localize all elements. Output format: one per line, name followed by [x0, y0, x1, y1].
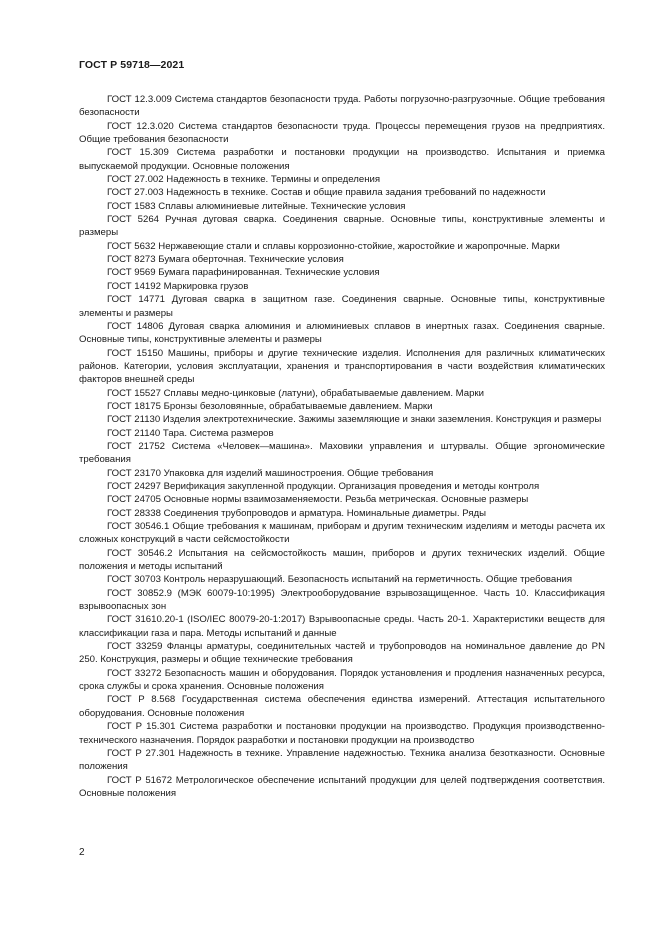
reference-entry: ГОСТ 14192 Маркировка грузов: [107, 280, 249, 292]
reference-entry: ГОСТ 14771 Дуговая сварка в защитном газе. Соединения сварные. Основные типы, конструктивные элементы и размеры: [79, 294, 605, 319]
reference-entry: ГОСТ 30852.9 (МЭК 60079-10:1995) Электрооборудование взрывозащищенное. Часть 10. Классификация взрывоопасных зон: [79, 587, 605, 613]
reference-entry: ГОСТ Р 8.568 Государственная система обеспечения единства измерений. Аттестация испытательного оборудования. Основные положения: [79, 694, 605, 719]
reference-entry: ГОСТ 24297 Верификация закупленной продукции. Организация проведения и методы контроля: [107, 480, 540, 492]
reference-entry: ГОСТ 33259 Фланцы арматуры, соединительных частей и трубопроводов на номинальное давление до PN 250. Конструкция, размеры и общие технические требования: [79, 641, 605, 666]
reference-entry: ГОСТ 5264 Ручная дуговая сварка. Соединения сварные. Основные типы, конструктивные элементы и размеры: [79, 214, 605, 239]
reference-entry: ГОСТ 14806 Дуговая сварка алюминия и алюминиевых сплавов в инертных газах. Соединения сварные. Основные типы, конструктивные элементы и размеры: [79, 320, 605, 346]
reference-entry: ГОСТ 15150 Машины, приборы и другие технические изделия. Исполнения для различных климатических районов. Категории, условия эксплуатации, хранения и транспортирования в части воздействия климатических факторов внешней среды: [79, 347, 605, 386]
reference-entry: ГОСТ 23170 Упаковка для изделий машиностроения. Общие требования: [107, 467, 434, 479]
reference-entry: ГОСТ Р 27.301 Надежность в технике. Управление надежностью. Техника анализа безотказности. Основные положения: [79, 747, 605, 773]
reference-entry: ГОСТ 1583 Сплавы алюминиевые литейные. Технические условия: [107, 200, 406, 212]
reference-entry: ГОСТ 31610.20-1 (ISO/IEC 80079-20-1:2017) Взрывоопасные среды. Часть 20-1. Характеристики веществ для классификации газа и пара. Методы испытаний и данные: [79, 614, 605, 639]
reference-entry: ГОСТ 12.3.009 Система стандартов безопасности труда. Работы погрузочно-разгрузочные. Общие требования безопасности: [79, 94, 605, 119]
reference-entry: ГОСТ 21130 Изделия электротехнические. Зажимы заземляющие и знаки заземления. Конструкция и размеры: [107, 414, 602, 426]
reference-entry: ГОСТ 27.003 Надежность в технике. Состав и общие правила задания требований по надежности: [107, 187, 546, 199]
reference-entry: ГОСТ 27.002 Надежность в технике. Термины и определения: [107, 174, 381, 186]
reference-entry: ГОСТ 15527 Сплавы медно-цинковые (латуни), обрабатываемые давлением. Марки: [107, 387, 484, 399]
reference-entry: ГОСТ 30703 Контроль неразрушающий. Безопасность испытаний на герметичность. Общие требования: [107, 574, 573, 586]
reference-entry: ГОСТ 18175 Бронзы безоловянные, обрабатываемые давлением. Марки: [107, 400, 433, 412]
page-number: 2: [79, 847, 85, 858]
reference-entry: ГОСТ Р 15.301 Система разработки и постановки продукции на производство. Продукция производственно-технического назначения. Порядок разработки и постановки продукции на производство: [79, 721, 605, 746]
reference-entry: ГОСТ 21752 Система «Человек—машина». Маховики управления и штурвалы. Общие эргономические требования: [79, 440, 605, 466]
reference-entry: ГОСТ 8273 Бумага оберточная. Технические условия: [107, 254, 344, 266]
reference-entry: ГОСТ 33272 Безопасность машин и оборудования. Порядок установления и продления назначенных ресурса, срока службы и срока хранения. Основные положения: [79, 667, 605, 693]
reference-entry: ГОСТ 24705 Основные нормы взаимозаменяемости. Резьба метрическая. Основные размеры: [107, 494, 529, 506]
reference-entry: ГОСТ 9569 Бумага парафинированная. Технические условия: [107, 267, 380, 279]
reference-entry: ГОСТ 15.309 Система разработки и постановки продукции на производство. Испытания и приемка выпускаемой продукции. Основные положения: [79, 147, 605, 172]
reference-entry: ГОСТ 21140 Тара. Система размеров: [107, 427, 274, 439]
reference-entry: ГОСТ 5632 Нержавеющие стали и сплавы коррозионно-стойкие, жаростойкие и жаропрочные. Марки: [107, 240, 560, 252]
normative-references-list: [79, 93, 605, 800]
document-code-header: ГОСТ Р 59718—2021: [79, 59, 185, 71]
reference-entry: ГОСТ 28338 Соединения трубопроводов и арматура. Номинальные диаметры. Ряды: [107, 507, 487, 519]
reference-entry: ГОСТ 30546.1 Общие требования к машинам, приборам и другим техническим изделиям и методы расчета их сложных конструкций в части сейсмостойкости: [79, 521, 605, 546]
reference-entry: ГОСТ 30546.2 Испытания на сейсмостойкость машин, приборов и других технических изделий. Общие положения и методы испытаний: [79, 547, 605, 573]
reference-entry: ГОСТ 12.3.020 Система стандартов безопасности труда. Процессы перемещения грузов на предприятиях. Общие требования безопасности: [79, 120, 605, 146]
reference-entry: ГОСТ Р 51672 Метрологическое обеспечение испытаний продукции для целей подтверждения соответствия. Основные положения: [79, 774, 605, 799]
